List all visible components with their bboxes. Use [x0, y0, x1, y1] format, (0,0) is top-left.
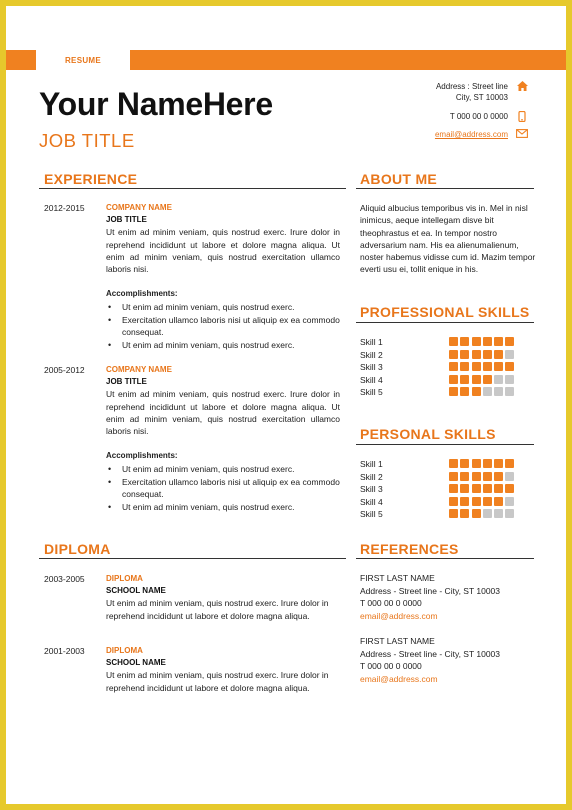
skill-dot-filled [460, 509, 469, 518]
skill-label: Skill 3 [360, 362, 383, 372]
skill-dot-filled [505, 337, 514, 346]
diploma-title: DIPLOMA [106, 574, 143, 583]
about-heading: ABOUT ME [360, 171, 438, 187]
skill-dot-filled [483, 497, 492, 506]
per-skill-row [360, 458, 536, 471]
skill-dot-filled [460, 337, 469, 346]
reference-1 [360, 572, 550, 622]
skill-label: Skill 5 [360, 509, 383, 519]
skill-dot-filled [483, 350, 492, 359]
diploma-description: Ut enim ad minim veniam, quis nostrud exerc. Irure dolor in reprehend incididunt ut labore et dolore magna aliqua. [106, 670, 329, 693]
skill-dot-filled [472, 472, 481, 481]
skill-dot-empty [505, 497, 514, 506]
job-description: Ut enim ad minim veniam, quis nostrud exerc. Irure dolor in reprehend incididunt ut labore et dolore magna aliqua. Ut enim ad minim veniam, quis nostrud exercitation ullamco laboris nisi. [106, 389, 340, 437]
skill-dot-filled [483, 362, 492, 371]
experience-entry-2 [106, 364, 340, 513]
list-item: • Ut enim ad minim veniam, quis nostrud exerc. [106, 463, 340, 476]
skill-dot-filled [449, 459, 458, 468]
per-skill-row [360, 471, 536, 484]
skill-dot-filled [449, 497, 458, 506]
references-rule [356, 558, 534, 559]
skill-dot-filled [494, 337, 503, 346]
skill-dot-filled [505, 362, 514, 371]
reference-email[interactable]: email@address.com [360, 610, 438, 621]
skill-dot-filled [505, 484, 514, 493]
diploma-years-1: 2003-2005 [44, 574, 85, 584]
skill-label: Skill 5 [360, 387, 383, 397]
skill-dot-filled [460, 387, 469, 396]
skill-rating [449, 362, 514, 371]
skill-rating [449, 350, 514, 359]
reference-email[interactable]: email@address.com [360, 673, 438, 684]
skill-dot-filled [449, 337, 458, 346]
skill-dot-empty [505, 350, 514, 359]
skill-dot-filled [494, 350, 503, 359]
list-item: • Ut enim ad minim veniam, quis nostrud exerc. [106, 339, 340, 352]
skill-dot-filled [472, 375, 481, 384]
skill-dot-empty [505, 509, 514, 518]
pro-skill-row [360, 386, 536, 399]
reference-address: Address - Street line - City, ST 10003 [360, 648, 500, 659]
experience-years-2: 2005-2012 [44, 365, 85, 375]
diploma-heading: DIPLOMA [44, 541, 111, 557]
reference-name: FIRST LAST NAME [360, 636, 435, 646]
experience-heading: EXPERIENCE [44, 171, 138, 187]
pro-skill-row [360, 349, 536, 362]
skill-label: Skill 1 [360, 337, 383, 347]
experience-entry-1 [106, 202, 340, 351]
skill-dot-empty [494, 509, 503, 518]
skill-dot-filled [494, 484, 503, 493]
experience-rule [39, 188, 346, 189]
personal-skills-list [360, 458, 536, 521]
experience-years-1: 2012-2015 [44, 203, 85, 213]
list-item: • Ut enim ad minim veniam, quis nostrud exerc. [106, 301, 340, 314]
professional-skills-heading: PROFESSIONAL SKILLS [360, 304, 530, 320]
per-skill-row [360, 483, 536, 496]
skill-dot-empty [494, 375, 503, 384]
list-item: • Exercitation ullamco laboris nisi ut aliquip ex ea commodo consequat. [106, 314, 340, 339]
skill-label: Skill 2 [360, 349, 383, 360]
skill-dot-empty [505, 375, 514, 384]
skill-dot-filled [472, 350, 481, 359]
skill-rating [449, 472, 514, 481]
skill-dot-filled [494, 497, 503, 506]
skill-rating [449, 484, 514, 493]
skill-dot-filled [472, 337, 481, 346]
address-line-2: City, ST 10003 [455, 93, 508, 102]
skill-dot-filled [472, 484, 481, 493]
skill-dot-filled [505, 459, 514, 468]
per-skill-row [360, 496, 536, 509]
skill-dot-filled [483, 459, 492, 468]
skill-dot-filled [460, 350, 469, 359]
reference-phone: T 000 00 0 0000 [360, 598, 422, 608]
skill-dot-filled [472, 497, 481, 506]
list-item: • Exercitation ullamco laboris nisi ut aliquip ex ea commodo consequat. [106, 476, 340, 501]
company-name: COMPANY NAME [106, 203, 172, 212]
personal-skills-heading: PERSONAL SKILLS [360, 426, 496, 442]
skill-rating [449, 337, 514, 346]
skill-label: Skill 4 [360, 374, 383, 385]
skill-label: Skill 2 [360, 471, 383, 482]
phone-number: T 000 00 0 0000 [449, 112, 508, 121]
job-title: JOB TITLE [39, 130, 135, 151]
accomplishments-label: Accomplishments: [106, 451, 178, 461]
skill-label: Skill 4 [360, 496, 383, 507]
skill-dot-filled [449, 362, 458, 371]
skill-dot-filled [449, 350, 458, 359]
diploma-entry-2 [106, 645, 340, 694]
reference-address: Address - Street line - City, ST 10003 [360, 585, 500, 596]
accomplishments-list [106, 301, 340, 351]
skill-rating [449, 497, 514, 506]
diploma-title: DIPLOMA [106, 646, 143, 655]
skill-dot-filled [472, 387, 481, 396]
school-name: SCHOOL NAME [106, 658, 166, 668]
about-rule [356, 188, 534, 189]
address-line-1: Address : Street line [435, 82, 508, 91]
skill-dot-filled [460, 497, 469, 506]
skill-dot-empty [483, 387, 492, 396]
home-icon [516, 81, 528, 93]
skill-dot-filled [460, 472, 469, 481]
professional-skills-rule [356, 322, 534, 323]
skill-dot-filled [494, 459, 503, 468]
skill-dot-empty [505, 472, 514, 481]
skill-dot-filled [483, 484, 492, 493]
pro-skill-row [360, 361, 536, 374]
school-name: SCHOOL NAME [106, 586, 166, 596]
skill-dot-filled [472, 509, 481, 518]
list-item: • Ut enim ad minim veniam, quis nostrud exerc. [106, 501, 340, 514]
skill-rating [449, 459, 514, 468]
resume-tab: RESUME [36, 50, 130, 72]
accomplishments-label: Accomplishments: [106, 289, 178, 299]
phone-icon [516, 111, 528, 123]
skill-dot-filled [449, 375, 458, 384]
skill-dot-filled [460, 375, 469, 384]
skill-dot-filled [494, 472, 503, 481]
skill-rating [449, 387, 514, 396]
mail-icon [516, 129, 528, 141]
pro-skill-row [360, 336, 536, 349]
skill-label: Skill 1 [360, 459, 383, 469]
reference-2 [360, 635, 550, 685]
about-text: Aliquid albucius temporibus vis in. Mel in nisl inimicus, aeque intellegam disve bit theophrastus et ea. In tempor nostro adversarium nam. His ea alienumalienum, noster habemus vidisse cum id. Mazim tempor everti usu ei, tollit enique in his. [360, 203, 536, 275]
email-link[interactable]: email@address.com [434, 130, 508, 139]
resume-page [6, 6, 566, 804]
skill-rating [449, 509, 514, 518]
skill-dot-filled [460, 484, 469, 493]
skill-dot-filled [449, 387, 458, 396]
skill-dot-filled [472, 459, 481, 468]
skill-dot-filled [483, 472, 492, 481]
reference-name: FIRST LAST NAME [360, 573, 435, 583]
professional-skills-list [360, 336, 536, 399]
skill-dot-empty [505, 387, 514, 396]
person-name: Your NameHere [39, 86, 273, 122]
skill-dot-filled [449, 484, 458, 493]
skill-dot-filled [483, 337, 492, 346]
skill-dot-filled [449, 509, 458, 518]
pro-skill-row [360, 374, 536, 387]
skill-dot-empty [483, 509, 492, 518]
diploma-years-2: 2001-2003 [44, 646, 85, 656]
skill-dot-filled [449, 472, 458, 481]
job-description: Ut enim ad minim veniam, quis nostrud exerc. Irure dolor in reprehend incididunt ut labore et dolore magna aliqua. Ut enim ad minim veniam, quis nostrud exercitation ullamco laboris nisi. [106, 227, 340, 275]
job-title-label: JOB TITLE [106, 377, 147, 387]
skill-dot-filled [472, 362, 481, 371]
job-title-label: JOB TITLE [106, 215, 147, 225]
skill-dot-filled [483, 375, 492, 384]
diploma-description: Ut enim ad minim veniam, quis nostrud exerc. Irure dolor in reprehend incididunt ut labore et dolore magna aliqua. [106, 598, 329, 621]
skill-dot-filled [460, 362, 469, 371]
reference-phone: T 000 00 0 0000 [360, 661, 422, 671]
skill-dot-filled [494, 362, 503, 371]
skill-rating [449, 375, 514, 384]
personal-skills-rule [356, 444, 534, 445]
skill-label: Skill 3 [360, 484, 383, 494]
diploma-rule [39, 558, 346, 559]
diploma-entry-1 [106, 573, 340, 622]
per-skill-row [360, 508, 536, 521]
skill-dot-filled [460, 459, 469, 468]
skill-dot-empty [494, 387, 503, 396]
company-name: COMPANY NAME [106, 365, 172, 374]
references-heading: REFERENCES [360, 541, 459, 557]
accomplishments-list [106, 463, 340, 513]
